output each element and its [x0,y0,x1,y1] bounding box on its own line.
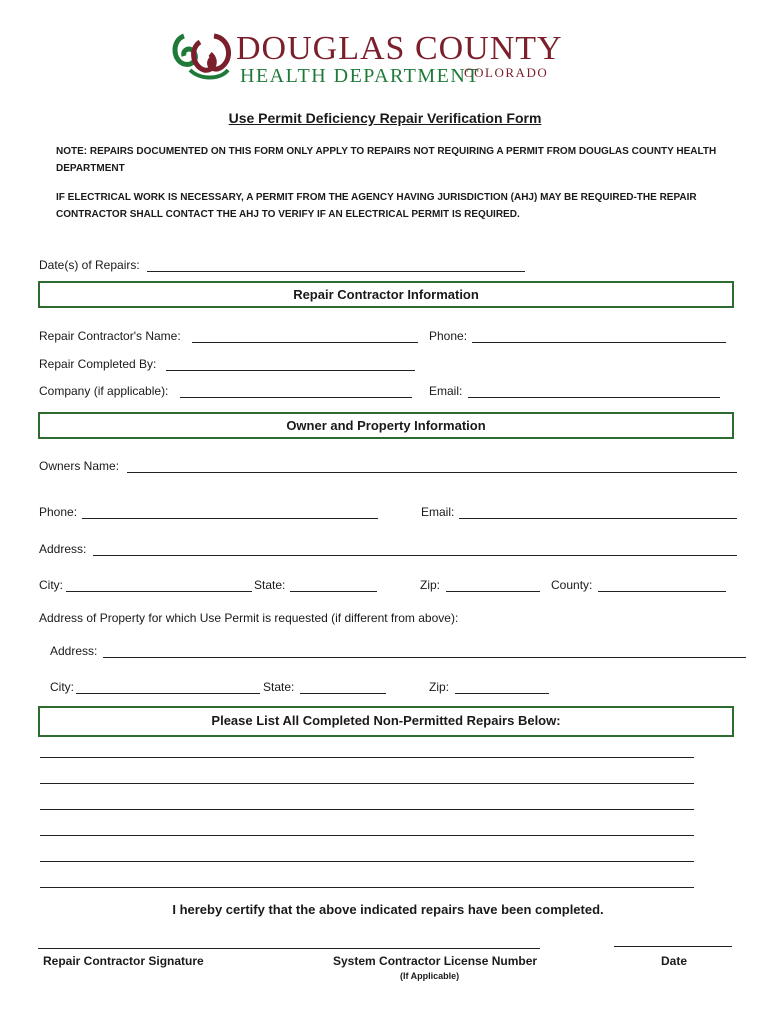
contractor-phone-label: Phone: [429,329,468,343]
form-title: Use Permit Deficiency Repair Verification Form [228,110,542,126]
owner-section-heading: Owner and Property Information [38,412,734,439]
repair-line[interactable] [40,809,694,810]
owner-email-field[interactable] [459,518,737,519]
repairs-section-heading: Please List All Completed Non-Permitted Repairs Below: [38,706,734,737]
owner-address-field[interactable] [93,555,737,556]
owner-state-field[interactable] [290,591,377,592]
owner-name-label: Owners Name: [39,459,120,473]
repair-line[interactable] [40,887,694,888]
contractor-email-label: Email: [429,384,463,398]
owner-zip-field[interactable] [446,591,540,592]
contractor-phone-field[interactable] [472,342,726,343]
owner-name-field[interactable] [127,472,737,473]
contractor-name-label: Repair Contractor's Name: [39,329,181,343]
alt-address-field[interactable] [103,657,746,658]
completed-by-label: Repair Completed By: [39,357,157,371]
completed-by-field[interactable] [166,370,415,371]
owner-phone-label: Phone: [39,505,78,519]
org-name: DOUGLAS COUNTY [236,30,563,67]
dates-field[interactable] [147,271,525,272]
alt-zip-field[interactable] [455,693,549,694]
alt-zip-label: Zip: [429,680,450,694]
org-department: HEALTH DEPARTMENT [240,65,481,87]
owner-zip-label: Zip: [420,578,441,592]
alt-city-field[interactable] [76,693,260,694]
repair-line[interactable] [40,757,694,758]
company-label: Company (if applicable): [39,384,169,398]
alt-property-label: Address of Property for which Use Permit is requested (if different from above): [39,611,459,625]
contractor-section-heading: Repair Contractor Information [38,281,734,308]
company-field[interactable] [180,397,412,398]
dates-label: Date(s) of Repairs: [39,258,140,272]
note-electrical: IF ELECTRICAL WORK IS NECESSARY, A PERMIT FROM THE AGENCY HAVING JURISDICTION (AHJ) MAY BE REQUIRED-THE REPAIR CONTRACTOR SHALL CONTACT THE AHJ TO VERIFY IF AN ELECTRICAL PERMIT IS REQUIRED. [56,192,697,220]
note-permit: NOTE: REPAIRS DOCUMENTED ON THIS FORM ONLY APPLY TO REPAIRS NOT REQUIRING A PERMIT FROM DOUGLAS COUNTY HEALTH DEPARTMENT [56,146,717,174]
owner-state-label: State: [254,578,286,592]
alt-state-label: State: [263,680,295,694]
owner-county-label: County: [551,578,593,592]
contractor-email-field[interactable] [468,397,720,398]
signature-line[interactable] [38,948,540,949]
owner-phone-field[interactable] [82,518,378,519]
owner-email-label: Email: [421,505,455,519]
repair-line[interactable] [40,835,694,836]
contractor-name-field[interactable] [192,342,418,343]
alt-address-label: Address: [50,644,98,658]
license-applicable-note: (If Applicable) [400,971,460,981]
alt-city-label: City: [50,680,74,694]
repair-line[interactable] [40,783,694,784]
org-state: COLORADO [464,65,549,80]
license-number-label: System Contractor License Number [333,954,538,968]
logo-icon [170,30,236,82]
owner-county-field[interactable] [598,591,726,592]
date-line[interactable] [614,946,732,947]
repair-line[interactable] [40,861,694,862]
owner-address-label: Address: [39,542,87,556]
alt-state-field[interactable] [300,693,386,694]
owner-city-label: City: [39,578,63,592]
certification-statement: I hereby certify that the above indicated repairs have been completed. [172,902,604,917]
signature-label: Repair Contractor Signature [43,954,204,968]
owner-city-field[interactable] [66,591,252,592]
date-label: Date [661,954,688,968]
